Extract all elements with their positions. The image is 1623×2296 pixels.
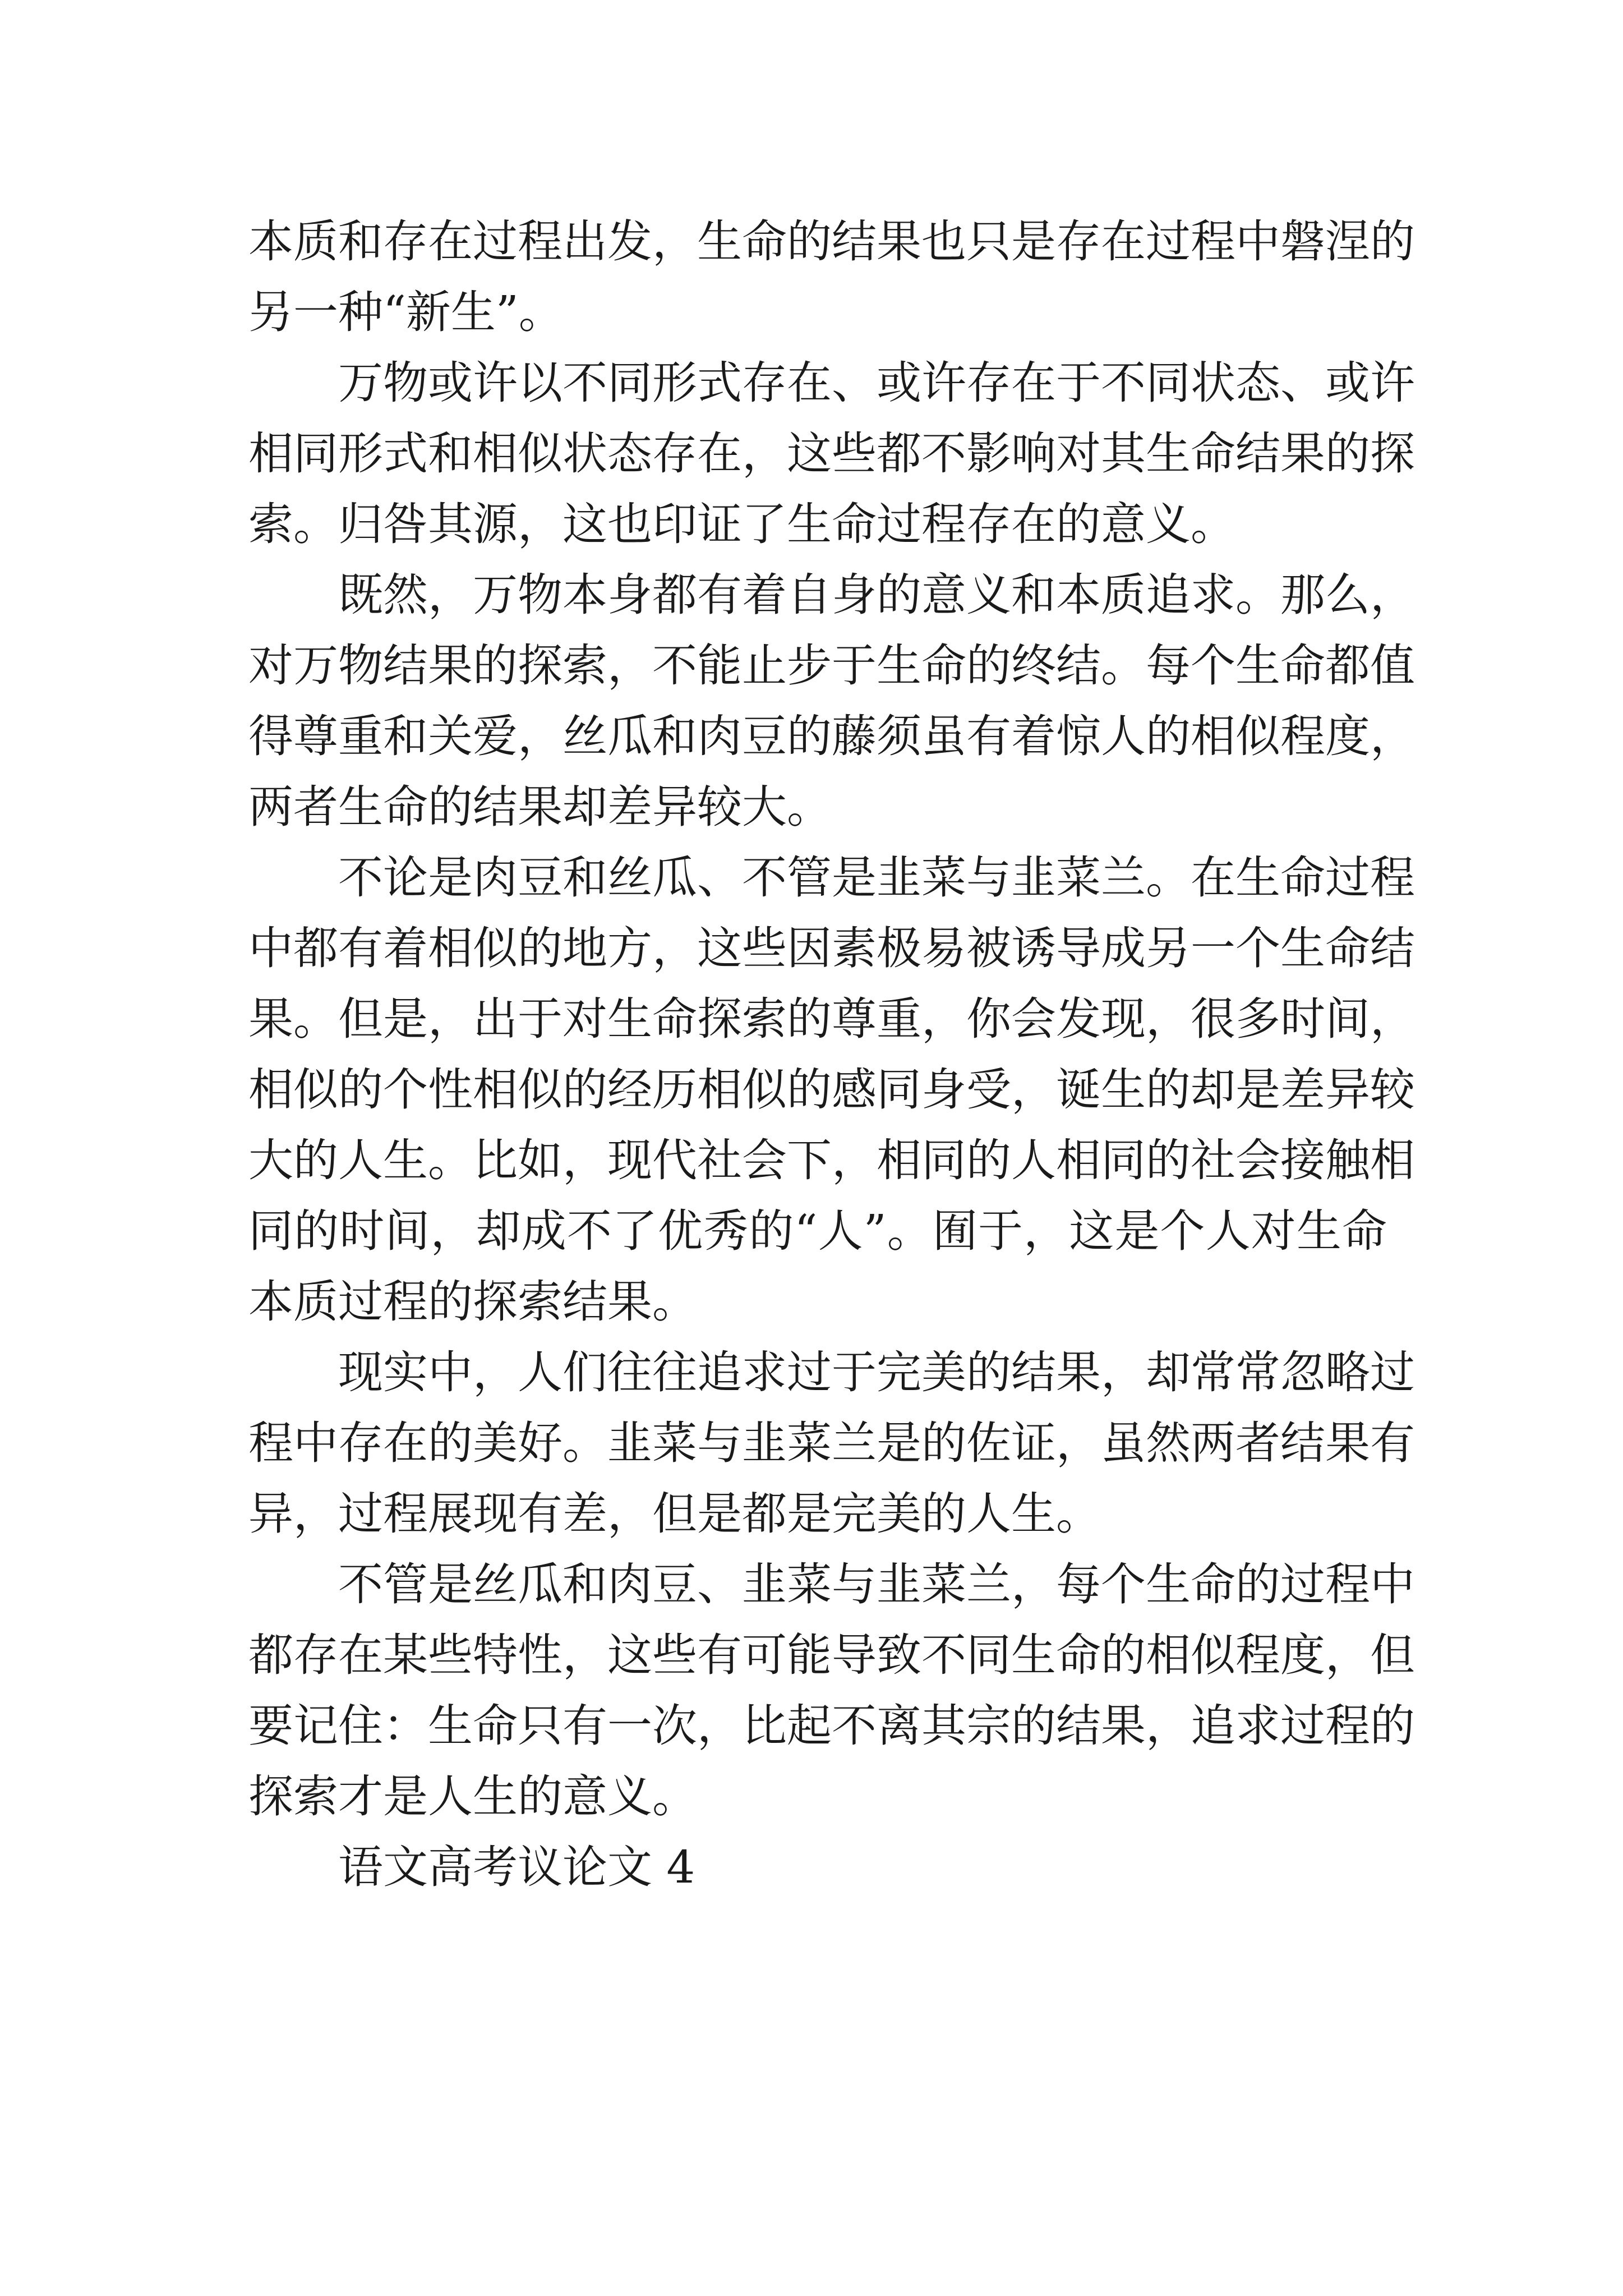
- line-text: 万物或许以不同形式存在、或许存在于不同状态、或许: [338, 357, 1415, 409]
- line-text: 不管是丝瓜和肉豆、韭菜与韭菜兰，每个生命的过程中: [338, 1558, 1415, 1611]
- text-line: [248, 984, 1415, 1055]
- text-line: [248, 1337, 1415, 1408]
- section-heading: 语文高考议论文 4: [338, 1841, 695, 1893]
- line-text: 同的时间，却成不了优秀的“人”。囿于，这是个人对生命: [248, 1205, 1387, 1257]
- text-line: [248, 701, 1415, 772]
- line-text: 本质和存在过程出发，生命的结果也只是存在过程中磐涅的: [248, 215, 1415, 268]
- line-text: 探索才是人生的意义。: [248, 1770, 697, 1823]
- text-line: [248, 1620, 1415, 1691]
- line-text: 异，过程展现有差，但是都是完美的人生。: [248, 1488, 1101, 1540]
- paragraph-5: [248, 1337, 1415, 1549]
- text-line: [248, 348, 1415, 418]
- text-line: [248, 843, 1415, 913]
- line-text: 两者生命的结果却差异较大。: [248, 781, 832, 833]
- line-text: 相似的个性相似的经历相似的感同身受，诞生的却是差异较: [248, 1064, 1415, 1116]
- line-text: 现实中，人们往往追求过于完美的结果，却常常忽略过: [338, 1346, 1415, 1398]
- text-line: [248, 277, 1387, 348]
- text-line: [248, 1055, 1415, 1125]
- text-line: [248, 560, 1415, 631]
- text-line: [248, 489, 1387, 560]
- text-line: [248, 631, 1415, 701]
- line-text: 对万物结果的探索，不能止步于生命的终结。每个生命都值: [248, 639, 1415, 692]
- line-text: 既然，万物本身都有着自身的意义和本质追求。那么，: [338, 569, 1415, 621]
- text-line: [248, 206, 1415, 277]
- paragraph-2: [248, 348, 1415, 560]
- text-line: [248, 418, 1415, 489]
- text-line: [248, 913, 1415, 984]
- text-line: [248, 1408, 1415, 1479]
- document-body: [248, 206, 1415, 1903]
- line-text: 得尊重和关爱，丝瓜和肉豆的藤须虽有着惊人的相似程度，: [248, 710, 1415, 762]
- line-text: 大的人生。比如，现代社会下，相同的人相同的社会接触相: [248, 1134, 1415, 1186]
- line-text: 要记住：生命只有一次，比起不离其宗的结果，追求过程的: [248, 1700, 1415, 1752]
- text-line: [248, 1549, 1415, 1620]
- paragraph-3: [248, 560, 1415, 843]
- line-text: 索。归咎其源，这也印证了生命过程存在的意义。: [248, 498, 1235, 550]
- line-text: 本质过程的探索结果。: [248, 1276, 697, 1328]
- paragraph-6: [248, 1549, 1415, 1832]
- paragraph-4: [248, 843, 1415, 1337]
- text-line: [248, 1267, 1387, 1337]
- text-line: [248, 1196, 1387, 1267]
- line-text: 程中存在的美好。韭菜与韭菜兰是的佐证，虽然两者结果有: [248, 1417, 1415, 1469]
- paragraph-1: [248, 206, 1415, 348]
- text-line: [248, 772, 1387, 843]
- text-line: [248, 1125, 1415, 1196]
- text-line: [248, 1761, 1387, 1832]
- line-text: 都存在某些特性，这些有可能导致不同生命的相似程度，但: [248, 1629, 1415, 1681]
- line-text: 果。但是，出于对生命探索的尊重，你会发现，很多时间，: [248, 993, 1415, 1045]
- text-line: [248, 1691, 1415, 1761]
- line-text: 相同形式和相似状态存在，这些都不影响对其生命结果的探: [248, 427, 1415, 480]
- line-text: 不论是肉豆和丝瓜、不管是韭菜与韭菜兰。在生命过程: [338, 852, 1415, 904]
- line-text: 另一种“新生”。: [248, 286, 564, 338]
- text-line: [248, 1479, 1387, 1549]
- line-text: 中都有着相似的地方，这些因素极易被诱导成另一个生命结: [248, 922, 1415, 974]
